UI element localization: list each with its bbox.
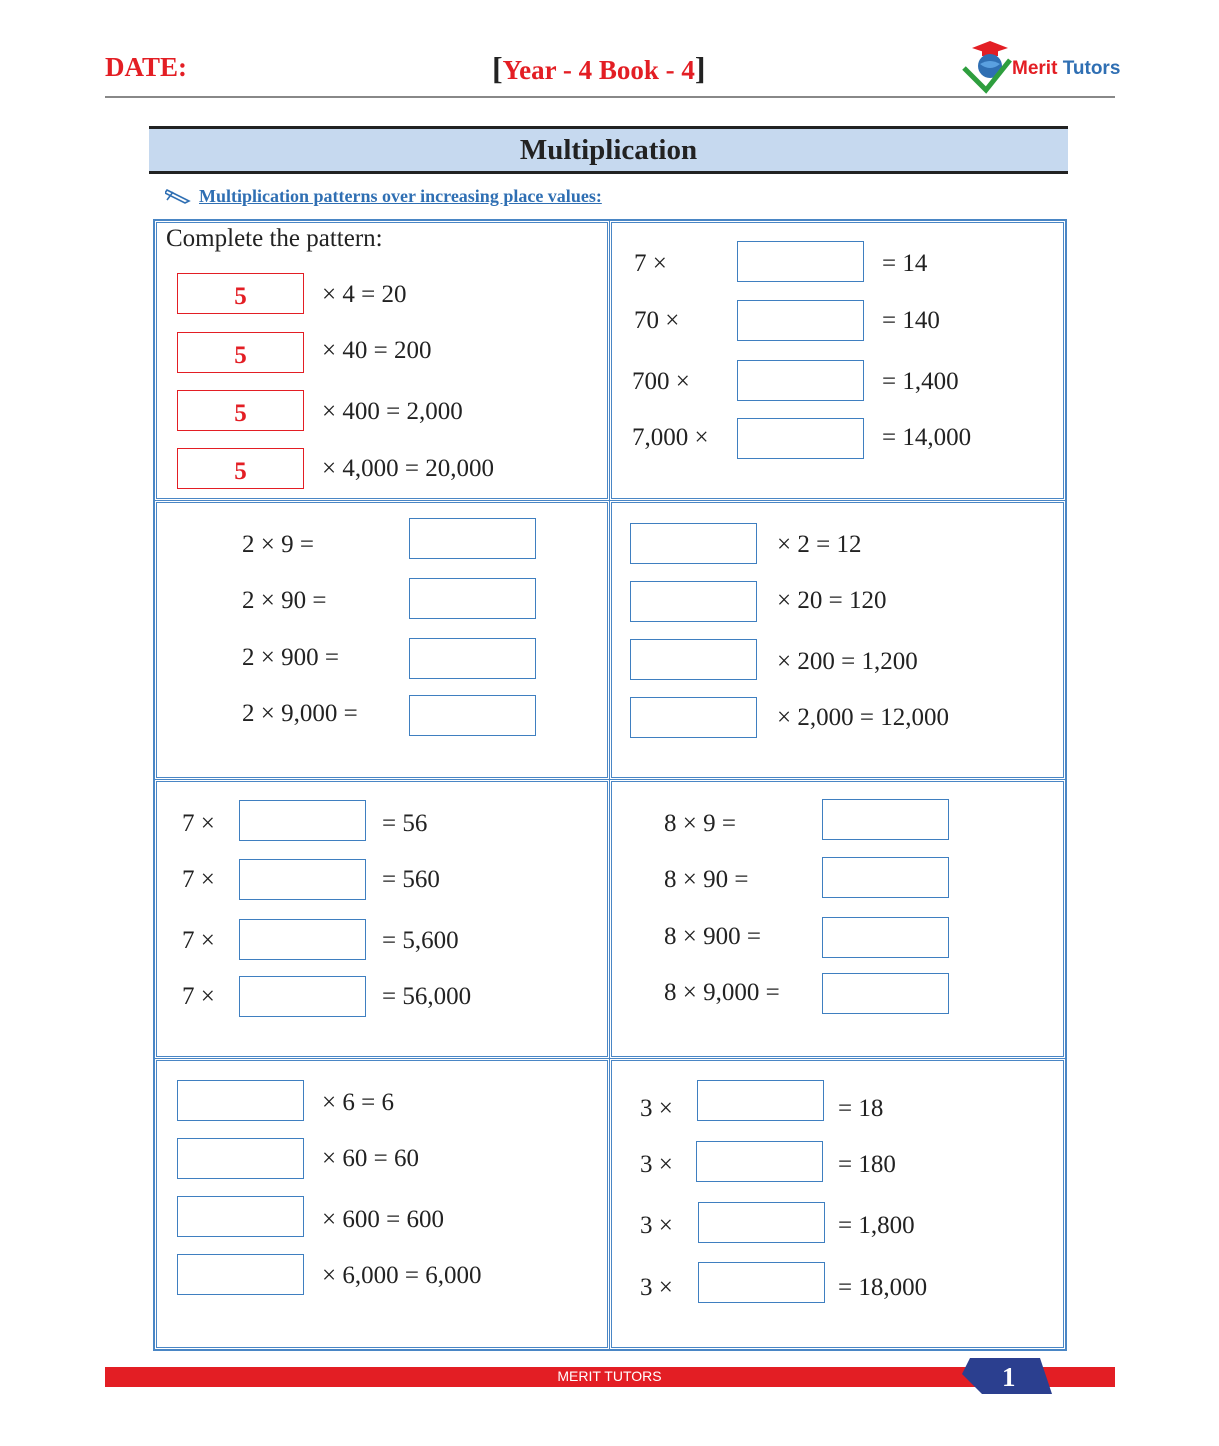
answer-box[interactable] bbox=[630, 581, 757, 622]
answer-box[interactable] bbox=[409, 695, 536, 736]
exercise-cell-7 bbox=[154, 1058, 610, 1350]
equation-left: 7 × bbox=[182, 810, 215, 837]
equation-right: = 1,400 bbox=[882, 368, 959, 395]
answer-box[interactable] bbox=[822, 973, 949, 1014]
exercise-cell-3 bbox=[154, 500, 610, 780]
bracket-close: ] bbox=[694, 50, 706, 86]
answer-box[interactable] bbox=[177, 1080, 304, 1121]
answer-box[interactable] bbox=[737, 360, 864, 401]
answer-box[interactable] bbox=[698, 1202, 825, 1243]
brand-name bbox=[1012, 58, 1120, 80]
equation-left: 7 × bbox=[634, 250, 667, 277]
equation-text: 2 × 90 = bbox=[242, 587, 327, 614]
answer-box[interactable] bbox=[737, 241, 864, 282]
equation-right: = 18,000 bbox=[838, 1274, 928, 1301]
answer-box[interactable] bbox=[630, 697, 757, 738]
exercise-cell-1 bbox=[154, 220, 610, 501]
header-divider bbox=[105, 96, 1115, 98]
equation-right: = 560 bbox=[382, 866, 440, 893]
equation-left: 7 × bbox=[182, 927, 215, 954]
answer-box[interactable] bbox=[177, 1138, 304, 1179]
subtitle bbox=[165, 186, 602, 207]
bracket-open: [ bbox=[492, 50, 503, 86]
equation-right: = 14,000 bbox=[882, 424, 972, 451]
exercise-cell-8 bbox=[609, 1058, 1066, 1350]
answer-box[interactable]: 5 bbox=[177, 390, 304, 431]
equation-left: 3 × bbox=[640, 1212, 673, 1239]
answer-box[interactable] bbox=[409, 518, 536, 559]
equation-right: = 14 bbox=[882, 250, 928, 277]
page-title: Multiplication bbox=[519, 134, 698, 166]
answer-box[interactable]: 5 bbox=[177, 448, 304, 489]
answer-box[interactable] bbox=[737, 418, 864, 459]
page-number: 1 bbox=[1002, 1362, 1016, 1392]
answer-box[interactable]: 5 bbox=[177, 332, 304, 373]
equation-left: 7 × bbox=[182, 866, 215, 893]
answer-box[interactable] bbox=[697, 1080, 824, 1121]
equation-text: × 600 = 600 bbox=[322, 1206, 444, 1233]
instruction-text: Complete the pattern: bbox=[166, 225, 383, 252]
equation-text: × 2 = 12 bbox=[777, 531, 862, 558]
equation-text: × 6 = 6 bbox=[322, 1089, 394, 1116]
answer-box[interactable] bbox=[822, 917, 949, 958]
exercise-cell-5 bbox=[154, 779, 610, 1059]
exercise-cell-2 bbox=[609, 220, 1066, 501]
answer-box[interactable] bbox=[737, 300, 864, 341]
equation-text: × 4,000 = 20,000 bbox=[322, 455, 494, 482]
equation-text: × 400 = 2,000 bbox=[322, 398, 463, 425]
answer-box[interactable] bbox=[409, 578, 536, 619]
equation-left: 3 × bbox=[640, 1274, 673, 1301]
answer-box[interactable] bbox=[239, 976, 366, 1017]
equation-right: = 56 bbox=[382, 810, 428, 837]
equation-left: 3 × bbox=[640, 1095, 673, 1122]
equation-text: × 4 = 20 bbox=[322, 281, 407, 308]
answer-box[interactable]: 5 bbox=[177, 273, 304, 314]
pencil-icon bbox=[165, 188, 193, 204]
equation-text: 8 × 900 = bbox=[664, 923, 761, 950]
answer-box[interactable] bbox=[822, 857, 949, 898]
equation-right: = 1,800 bbox=[838, 1212, 915, 1239]
answer-box[interactable] bbox=[822, 799, 949, 840]
equation-right: = 140 bbox=[882, 307, 940, 334]
equation-text: × 200 = 1,200 bbox=[777, 648, 918, 675]
equation-left: 3 × bbox=[640, 1151, 673, 1178]
date-label: DATE: bbox=[105, 52, 188, 82]
exercise-cell-4 bbox=[609, 500, 1066, 780]
equation-right: = 180 bbox=[838, 1151, 896, 1178]
answer-box[interactable] bbox=[177, 1196, 304, 1237]
subtitle-text: Multiplication patterns over increasing place values: bbox=[199, 186, 602, 206]
equation-text: × 2,000 = 12,000 bbox=[777, 704, 949, 731]
equation-text: 2 × 900 = bbox=[242, 644, 339, 671]
equation-right: = 18 bbox=[838, 1095, 884, 1122]
equation-text: × 60 = 60 bbox=[322, 1145, 419, 1172]
equation-left: 700 × bbox=[632, 368, 690, 395]
equation-left: 7 × bbox=[182, 983, 215, 1010]
answer-box[interactable] bbox=[177, 1254, 304, 1295]
equation-text: × 6,000 = 6,000 bbox=[322, 1262, 482, 1289]
answer-box[interactable] bbox=[630, 639, 757, 680]
equation-text: 8 × 90 = bbox=[664, 866, 749, 893]
equation-left: 70 × bbox=[634, 307, 680, 334]
exercise-cell-6 bbox=[609, 779, 1066, 1059]
answer-box[interactable] bbox=[239, 919, 366, 960]
equation-text: 2 × 9,000 = bbox=[242, 700, 358, 727]
equation-right: = 5,600 bbox=[382, 927, 459, 954]
answer-box[interactable] bbox=[696, 1141, 823, 1182]
equation-text: × 20 = 120 bbox=[777, 587, 887, 614]
equation-text: 8 × 9,000 = bbox=[664, 979, 780, 1006]
exercise-grid bbox=[153, 219, 1067, 1351]
brand-word-tutors: Tutors bbox=[1062, 58, 1121, 79]
equation-text: × 40 = 200 bbox=[322, 337, 432, 364]
equation-text: 8 × 9 = bbox=[664, 810, 736, 837]
brand-word-merit: Merit bbox=[1012, 58, 1058, 79]
title-bar bbox=[149, 126, 1068, 174]
answer-box[interactable] bbox=[630, 523, 757, 564]
equation-left: 7,000 × bbox=[632, 424, 709, 451]
answer-box[interactable] bbox=[239, 800, 366, 841]
book-title: Year - 4 Book - 4 bbox=[502, 55, 695, 85]
footer-text: MERIT TUTORS bbox=[557, 1368, 662, 1384]
answer-box[interactable] bbox=[409, 638, 536, 679]
book-label bbox=[492, 50, 706, 87]
equation-right: = 56,000 bbox=[382, 983, 472, 1010]
equation-text: 2 × 9 = bbox=[242, 531, 314, 558]
answer-box[interactable] bbox=[698, 1262, 825, 1303]
answer-box[interactable] bbox=[239, 859, 366, 900]
